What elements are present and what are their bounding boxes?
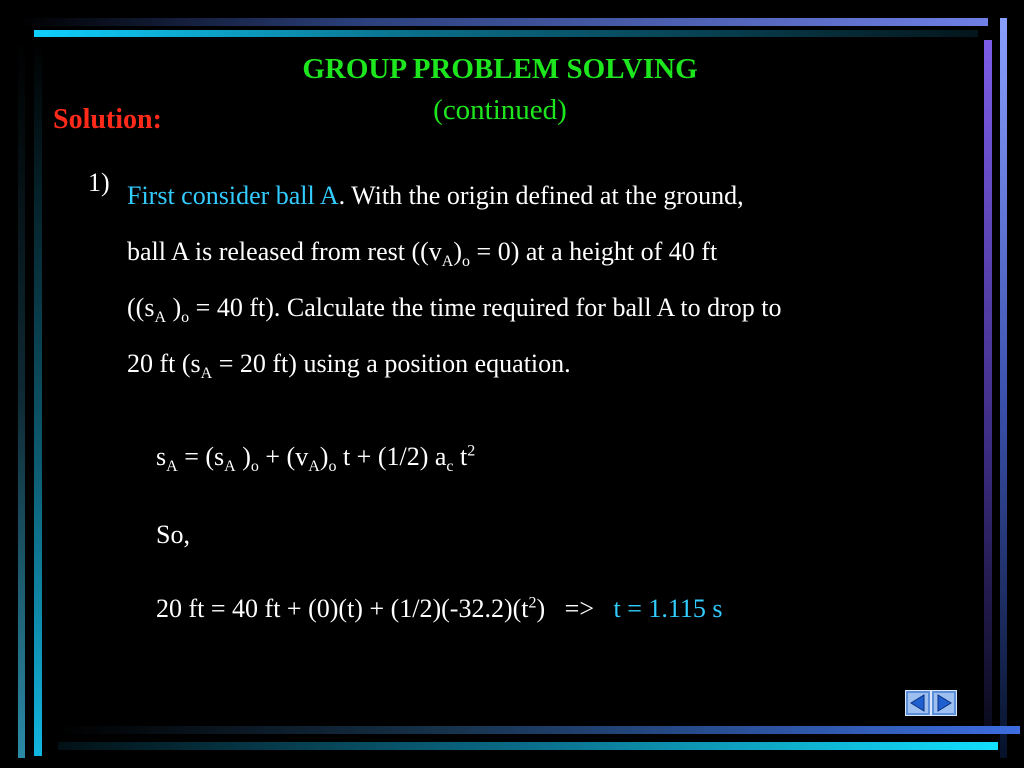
position-equation: $s_A = (s_A$ )$_o + (v_A)_o$ t + (1/2) $a_c$ $t^2$	[156, 442, 476, 476]
solution-label: Solution:	[53, 104, 162, 135]
paragraph-line-2: ball A is released from rest $((v_A)_o = 0)$ at a height of 40 ft	[127, 237, 718, 271]
decorative-border-bottom	[58, 742, 998, 750]
previous-slide-button[interactable]	[905, 690, 931, 716]
paragraph-line-4: 20 ft ($s_A = 20$ ft) using a position equation.	[127, 349, 571, 383]
substituted-equation: 20 ft = 40 ft + $(0)(t) + (1/2)(-32.2)(t^2) => t = 1.115$ s	[156, 594, 723, 623]
step-paragraph	[127, 168, 947, 392]
triangle-right-icon	[932, 691, 956, 715]
decorative-border-top	[18, 18, 988, 26]
step-number: 1)	[88, 168, 110, 197]
so-text: So,	[156, 520, 190, 549]
decorative-border-top-inner	[34, 30, 978, 37]
decorative-border-right-inner	[984, 40, 992, 730]
triangle-left-icon	[906, 691, 930, 715]
decorative-border-right	[1000, 18, 1007, 758]
decorative-border-bottom-inner	[58, 726, 1020, 734]
slide-subtitle: (continued)	[433, 94, 567, 126]
decorative-border-left	[18, 40, 25, 758]
next-slide-button[interactable]	[931, 690, 957, 716]
paragraph-line-3: (($s_A$ )$_o = 40$ ft). Calculate the time required for ball A to drop to	[127, 293, 782, 327]
slide-title: GROUP PROBLEM SOLVING	[302, 53, 698, 85]
result-text: t = 1.115 s	[613, 594, 723, 623]
highlight-text: First consider ball A	[127, 181, 339, 210]
paragraph-line-1: First consider ball A. With the origin defined at the ground,	[127, 181, 744, 210]
decorative-border-left-inner	[34, 40, 42, 756]
